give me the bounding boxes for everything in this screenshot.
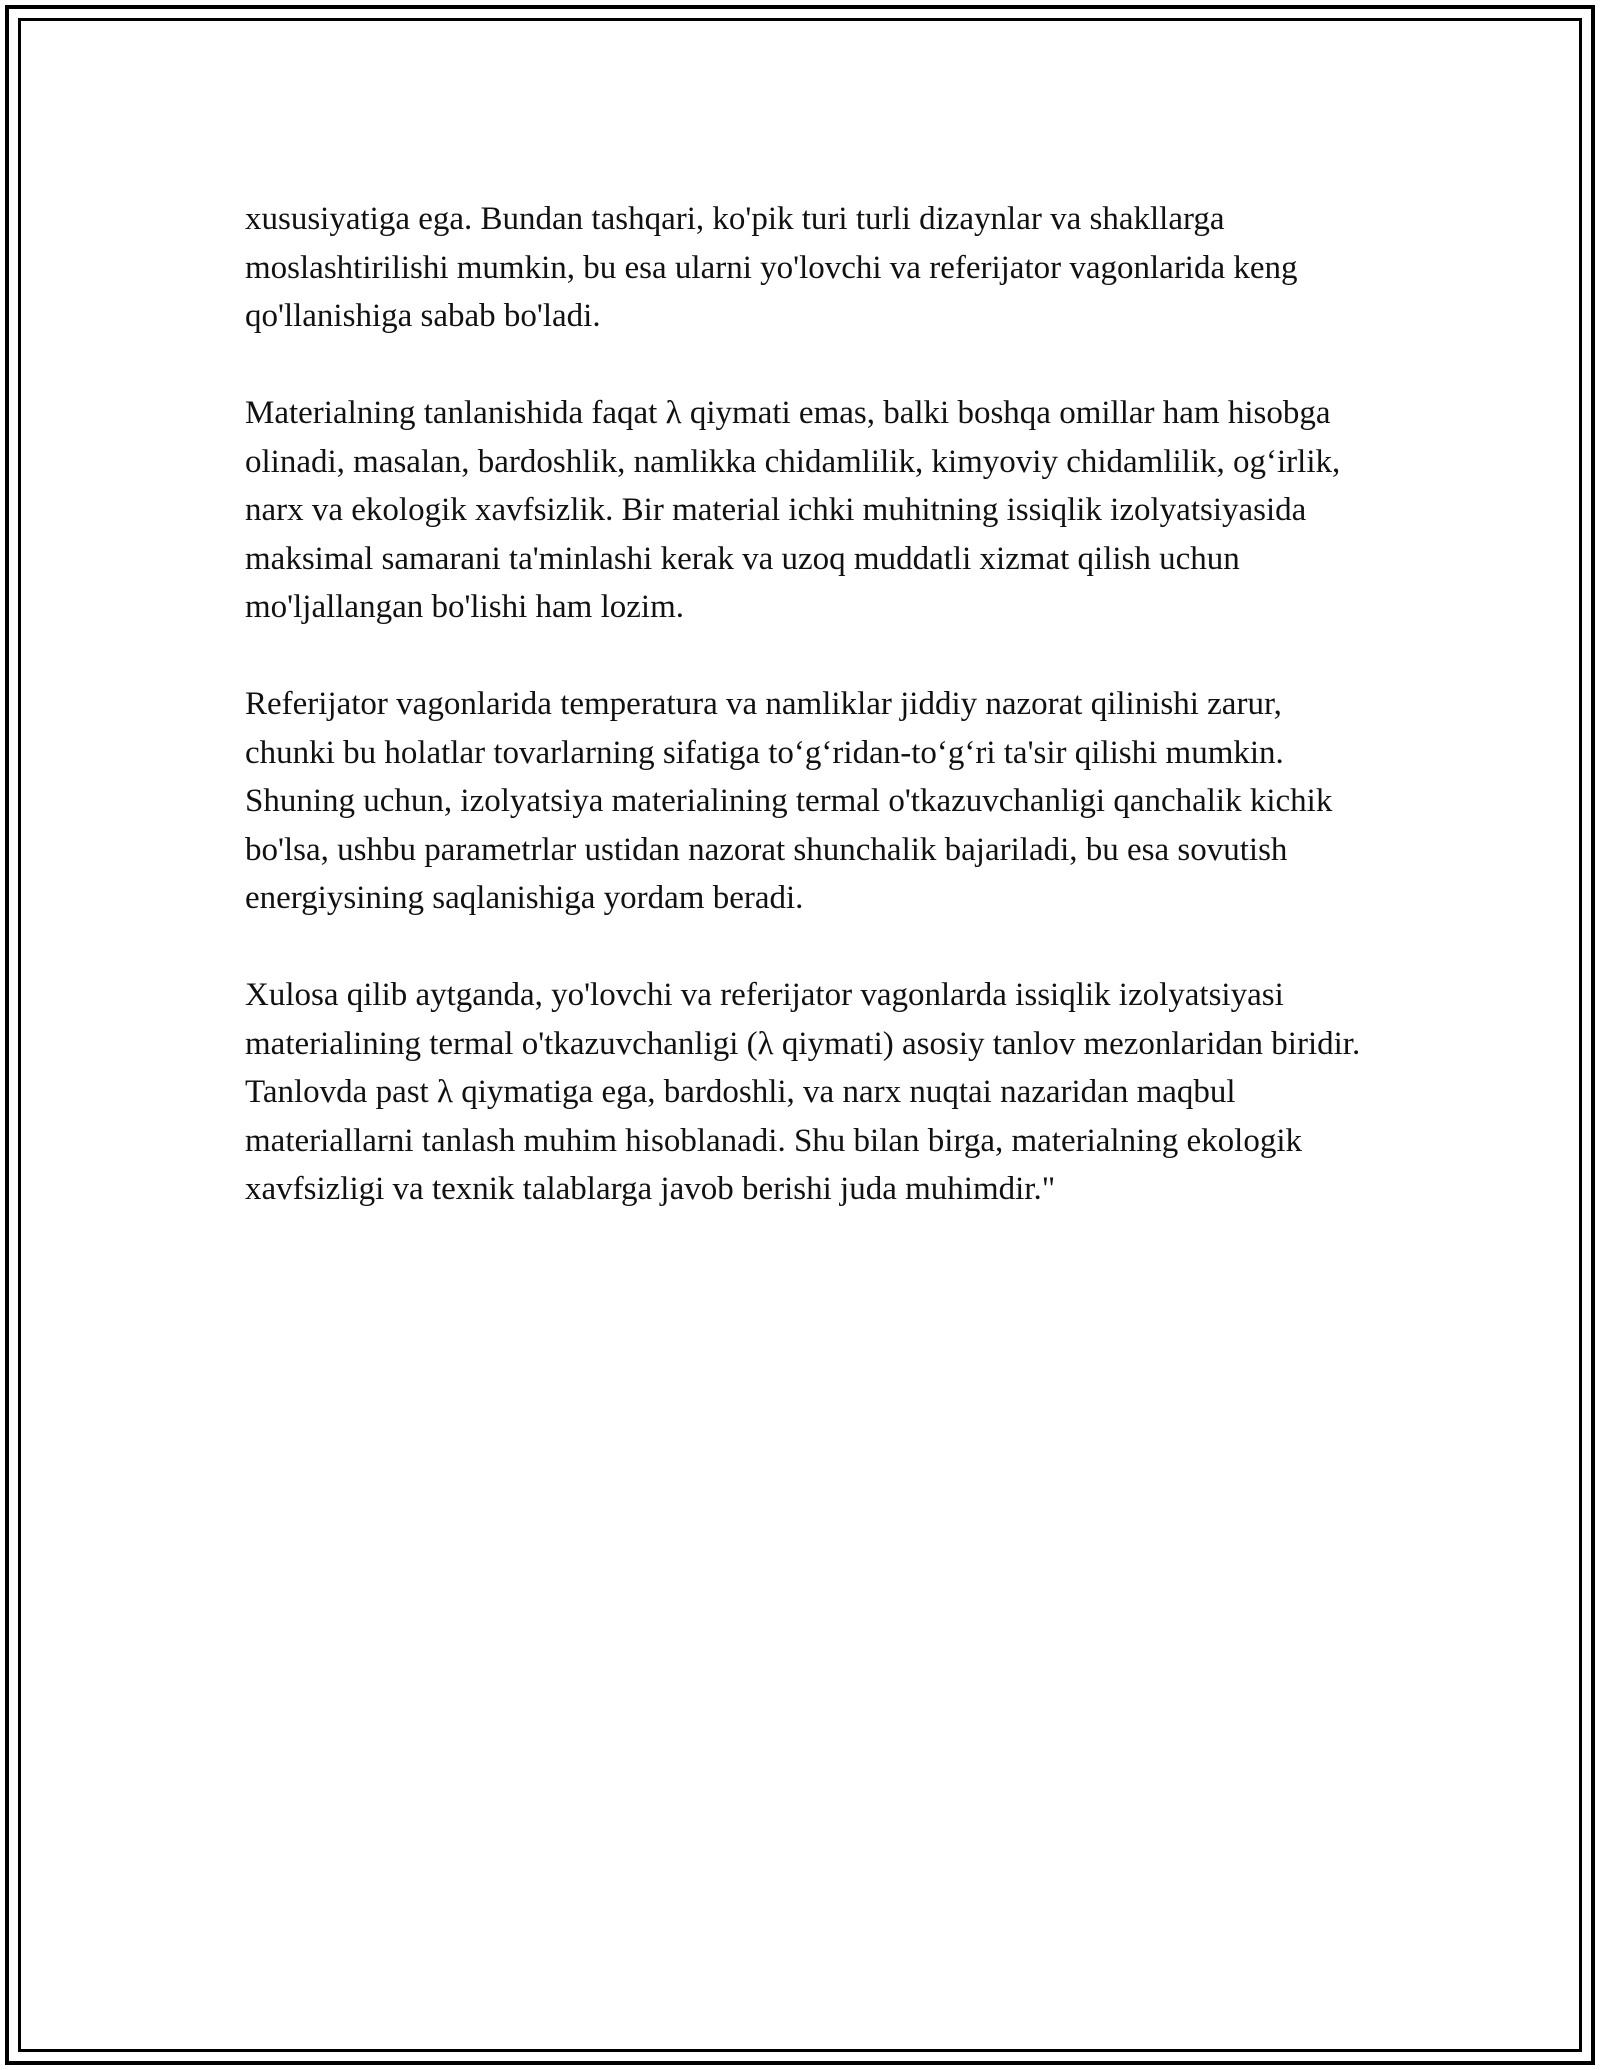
paragraph-conclusion: Xulosa qilib aytganda, yo'lovchi va referijator vagonlarda issiqlik izolyatsiyasi materialining termal o'tkazuvchanligi (λ qiymati) asosiy tanlov mezonlaridan biridir. Tanlovda past λ qiymatiga ega, bardoshli, va narx nuqtai nazaridan maqbul materiallarni tanlash muhim hisoblanadi. Shu bilan birga, materialning ekologik xavfsizligi va texnik talablarga javob berishi juda muhimdir." — [245, 977, 1361, 1207]
paragraph-foam-properties: xususiyatiga ega. Bundan tashqari, ko'pik turi turli dizaynlar va shakllarga moslashtirilishi mumkin, bu esa ularni yo'lovchi va referijator vagonlarida keng qo'llanishiga sabab bo'ladi. — [245, 201, 1298, 334]
paragraph-refrigerator-control: Referijator vagonlarida temperatura va namliklar jiddiy nazorat qilinishi zarur, chunki bu holatlar tovarlarning sifatiga to‘g‘ridan-to‘g‘ri ta'sir qilishi mumkin. Shuning uchun, izolyatsiya materialining termal o'tkazuvchanligi qanchalik kichik bo'lsa, ushbu parametrlar ustidan nazorat shunchalik bajariladi, bu esa sovutish energiysining saqlanishiga yordam beradi. — [245, 686, 1333, 916]
document-body — [245, 195, 1375, 1262]
page-border — [5, 5, 1595, 2065]
paragraph-material-selection: Materialning tanlanishida faqat λ qiymati emas, balki boshqa omillar ham hisobga olinadi, masalan, bardoshlik, namlikka chidamlilik, kimyoviy chidamlilik, og‘irlik, narx va ekologik xavfsizlik. Bir material ichki muhitning issiqlik izolyatsiyasida maksimal samarani ta'minlashi kerak va uzoq muddatli xizmat qilish uchun mo'ljallangan bo'lishi ham lozim. — [245, 395, 1341, 625]
